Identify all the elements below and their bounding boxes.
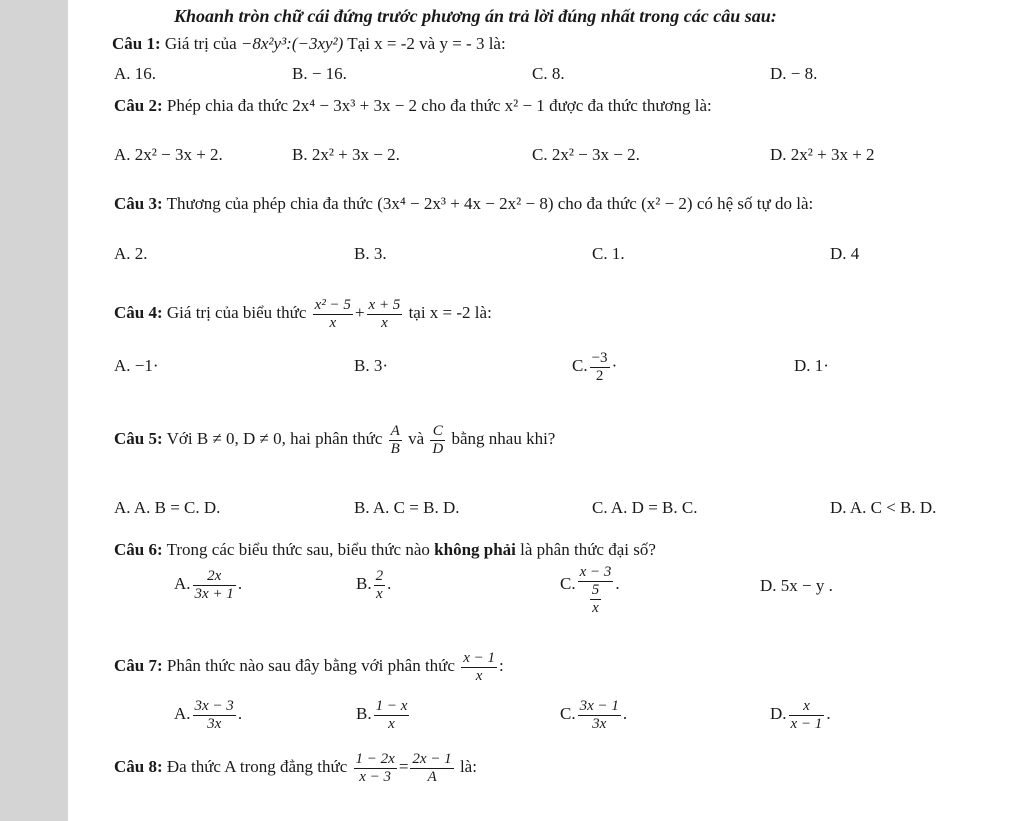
- q7-option-d-numerator: x: [789, 698, 825, 716]
- q2-option-c[interactable]: C. 2x² − 3x − 2.: [532, 145, 640, 164]
- q7-option-d[interactable]: [770, 692, 831, 736]
- question-5-text-a: Với B ≠ 0, D ≠ 0, hai phân thức: [166, 429, 383, 448]
- q7-option-c-prefix: C.: [560, 704, 576, 723]
- q4-plus-sign: +: [354, 303, 365, 322]
- worksheet-page: [68, 0, 1024, 821]
- q8-fraction-1-numerator: 1 − 2x: [355, 750, 395, 767]
- question-4: [114, 290, 492, 336]
- q7-option-b-denominator: x: [388, 715, 395, 732]
- instruction-heading: Khoanh tròn chữ cái đứng trước phương án trả lời đúng nhất trong các câu sau:: [174, 6, 777, 26]
- q2-option-a[interactable]: A. 2x² − 3x + 2.: [114, 145, 223, 164]
- q4-option-c-fraction: [590, 350, 610, 385]
- q4-option-d[interactable]: D. 1·: [794, 356, 829, 375]
- q5-option-c[interactable]: C. A. D = B. C.: [592, 498, 698, 517]
- q7-option-b[interactable]: [356, 692, 411, 736]
- q6-option-c-inner-fraction: [590, 582, 602, 617]
- q6-option-c-inner-denominator: x: [592, 600, 599, 617]
- q5-fraction-2-numerator: C: [430, 423, 445, 441]
- q1-option-a[interactable]: A. 16.: [114, 64, 157, 83]
- question-6-text-b: là phân thức đại số?: [520, 540, 656, 559]
- question-7-colon: :: [498, 656, 504, 675]
- q7-option-a-prefix: A.: [174, 704, 191, 723]
- question-7: [114, 644, 504, 688]
- q6-option-c-dot: .: [615, 574, 620, 593]
- q4-fraction-1: [313, 297, 353, 332]
- question-2: [114, 96, 712, 116]
- q4-option-b[interactable]: B. 3·: [354, 356, 388, 375]
- question-4-label: Câu 4:: [114, 303, 163, 322]
- question-8-label: Câu 8:: [114, 757, 163, 776]
- q6-option-b-dot: .: [387, 574, 392, 593]
- q7-option-a[interactable]: [174, 692, 242, 736]
- q7-option-a-denominator: 3x: [207, 715, 222, 732]
- q7-option-d-denominator: x − 1: [790, 715, 823, 732]
- q6-option-a-dot: .: [237, 574, 243, 593]
- q4-fraction-2: [367, 297, 403, 332]
- q1-option-d[interactable]: D. − 8.: [770, 64, 818, 83]
- question-5-label: Câu 5:: [114, 429, 163, 448]
- q8-fraction-1: [354, 751, 397, 786]
- q3-option-b[interactable]: B. 3.: [354, 244, 387, 263]
- q6-option-a-prefix: A.: [174, 574, 191, 593]
- q7-option-a-numerator: 3x − 3: [194, 697, 234, 714]
- q6-option-c[interactable]: [560, 562, 620, 617]
- q8-fraction-2-numerator: 2x − 1: [412, 750, 452, 767]
- question-2-divisor: x² − 1: [504, 96, 545, 115]
- q5-fraction-1-numerator: A: [390, 422, 400, 439]
- question-7-label: Câu 7:: [114, 656, 163, 675]
- q8-equals-sign: =: [398, 757, 409, 776]
- q6-option-a-fraction: [193, 568, 236, 603]
- q6-option-d[interactable]: D. 5x − y .: [760, 576, 833, 595]
- question-8-tail: là:: [459, 757, 477, 776]
- q5-fraction-1: [389, 423, 402, 458]
- q6-option-c-denominator: [578, 582, 614, 617]
- q4-fraction-1-numerator: x² − 5: [314, 296, 351, 313]
- q7-option-a-dot: .: [237, 704, 243, 723]
- question-5-text-b: bằng nhau khi?: [451, 429, 556, 448]
- q6-option-c-fraction: [578, 564, 614, 617]
- question-3-polynomial: (3x⁴ − 2x³ + 4x − 2x² − 8): [377, 194, 554, 213]
- question-3: [114, 194, 813, 214]
- q7-option-c-denominator: 3x: [592, 715, 607, 732]
- q2-option-d[interactable]: D. 2x² + 3x + 2: [770, 145, 875, 164]
- q4-option-c-denominator: 2: [595, 367, 604, 384]
- question-3-text-b: cho đa thức: [557, 194, 637, 213]
- q1-option-c[interactable]: C. 8.: [532, 64, 565, 83]
- question-6: [114, 540, 656, 560]
- q5-option-a[interactable]: A. A. B = C. D.: [114, 498, 221, 517]
- question-1-label: Câu 1:: [112, 34, 161, 53]
- q8-fraction-2: [410, 751, 453, 786]
- question-1: [112, 34, 506, 54]
- question-6-emphasis: không phải: [434, 540, 516, 559]
- q3-option-d[interactable]: D. 4: [830, 244, 860, 263]
- q4-fraction-2-numerator: x + 5: [368, 296, 401, 313]
- q6-option-c-numerator: x − 3: [579, 564, 612, 581]
- q4-option-c-numerator: −3: [591, 349, 608, 366]
- q3-option-a[interactable]: A. 2.: [114, 244, 148, 263]
- q4-fraction-2-denominator: x: [381, 314, 388, 331]
- question-7-text: Phân thức nào sau đây bằng với phân thức: [166, 656, 455, 675]
- question-1-expression: −8x²y³:(−3xy²): [240, 34, 344, 53]
- q6-option-b-numerator: 2: [375, 567, 384, 584]
- q5-option-b[interactable]: B. A. C = B. D.: [354, 498, 460, 517]
- question-1-condition: Tại x = -2 và y = - 3 là:: [347, 34, 506, 53]
- question-1-text: Giá trị của: [164, 34, 237, 53]
- q7-option-c-fraction: [578, 698, 621, 733]
- question-8-text: Đa thức A trong đẳng thức: [166, 757, 348, 776]
- question-6-label: Câu 6:: [114, 540, 163, 559]
- q6-option-b-prefix: B.: [356, 574, 372, 593]
- q6-option-b-fraction: [374, 568, 386, 603]
- q7-option-d-dot: .: [826, 704, 831, 723]
- question-4-condition: tại x = -2 là:: [408, 303, 492, 322]
- q4-option-c-suffix: ·: [611, 356, 618, 375]
- q6-option-b[interactable]: [356, 562, 391, 606]
- q6-option-c-prefix: C.: [560, 574, 576, 593]
- question-2-polynomial: 2x⁴ − 3x³ + 3x − 2: [292, 96, 418, 115]
- q7-fraction: [461, 650, 497, 685]
- question-2-label: Câu 2:: [114, 96, 163, 115]
- q4-fraction-1-denominator: x: [329, 314, 337, 331]
- left-margin-strip: [0, 0, 68, 821]
- question-5-and: và: [408, 429, 425, 448]
- q5-fraction-2: [430, 423, 445, 458]
- q7-option-c[interactable]: [560, 692, 627, 736]
- question-2-text-a: Phép chia đa thức: [166, 96, 288, 115]
- q4-option-a[interactable]: A. −1·: [114, 356, 159, 375]
- q6-option-c-inner-numerator: 5: [591, 582, 600, 599]
- q4-option-c-prefix: C.: [572, 356, 588, 375]
- q6-option-b-denominator: x: [376, 585, 383, 602]
- q8-fraction-2-denominator: A: [427, 768, 437, 785]
- q6-option-a-denominator: 3x + 1: [194, 585, 234, 602]
- q8-fraction-1-denominator: x − 3: [359, 768, 392, 785]
- question-3-text-c: có hệ số tự do là:: [696, 194, 814, 213]
- q6-option-a[interactable]: [174, 562, 242, 606]
- question-5: [114, 416, 555, 462]
- q5-fraction-1-denominator: B: [390, 440, 400, 457]
- q7-fraction-numerator: x − 1: [463, 649, 495, 666]
- q7-option-c-dot: .: [622, 704, 628, 723]
- q7-option-b-fraction: [374, 698, 410, 733]
- q7-fraction-denominator: x: [475, 667, 483, 684]
- question-3-divisor: (x² − 2): [641, 194, 693, 213]
- q4-option-c[interactable]: [572, 344, 617, 388]
- question-6-text-a: Trong các biểu thức sau, biểu thức nào: [166, 540, 430, 559]
- q1-option-b[interactable]: B. − 16.: [292, 64, 347, 83]
- q7-option-b-prefix: B.: [356, 704, 372, 723]
- q7-option-c-numerator: 3x − 1: [579, 697, 619, 714]
- q6-option-a-numerator: 2x: [193, 568, 236, 586]
- question-2-text-c: được đa thức thương là:: [549, 96, 712, 115]
- q7-option-a-fraction: [193, 698, 236, 733]
- q7-option-d-fraction: [789, 698, 825, 733]
- question-2-text-b: cho đa thức: [421, 96, 501, 115]
- question-3-label: Câu 3:: [114, 194, 163, 213]
- q3-option-c[interactable]: C. 1.: [592, 244, 625, 263]
- q5-option-d[interactable]: D. A. C < B. D.: [830, 498, 937, 517]
- q7-option-d-prefix: D.: [770, 704, 787, 723]
- question-3-text-a: Thương của phép chia đa thức: [166, 194, 373, 213]
- q2-option-b[interactable]: B. 2x² + 3x − 2.: [292, 145, 400, 164]
- q7-option-b-numerator: 1 − x: [375, 697, 408, 714]
- question-4-text: Giá trị của biểu thức: [166, 303, 307, 322]
- question-8: [114, 744, 477, 790]
- q5-fraction-2-denominator: D: [432, 440, 444, 457]
